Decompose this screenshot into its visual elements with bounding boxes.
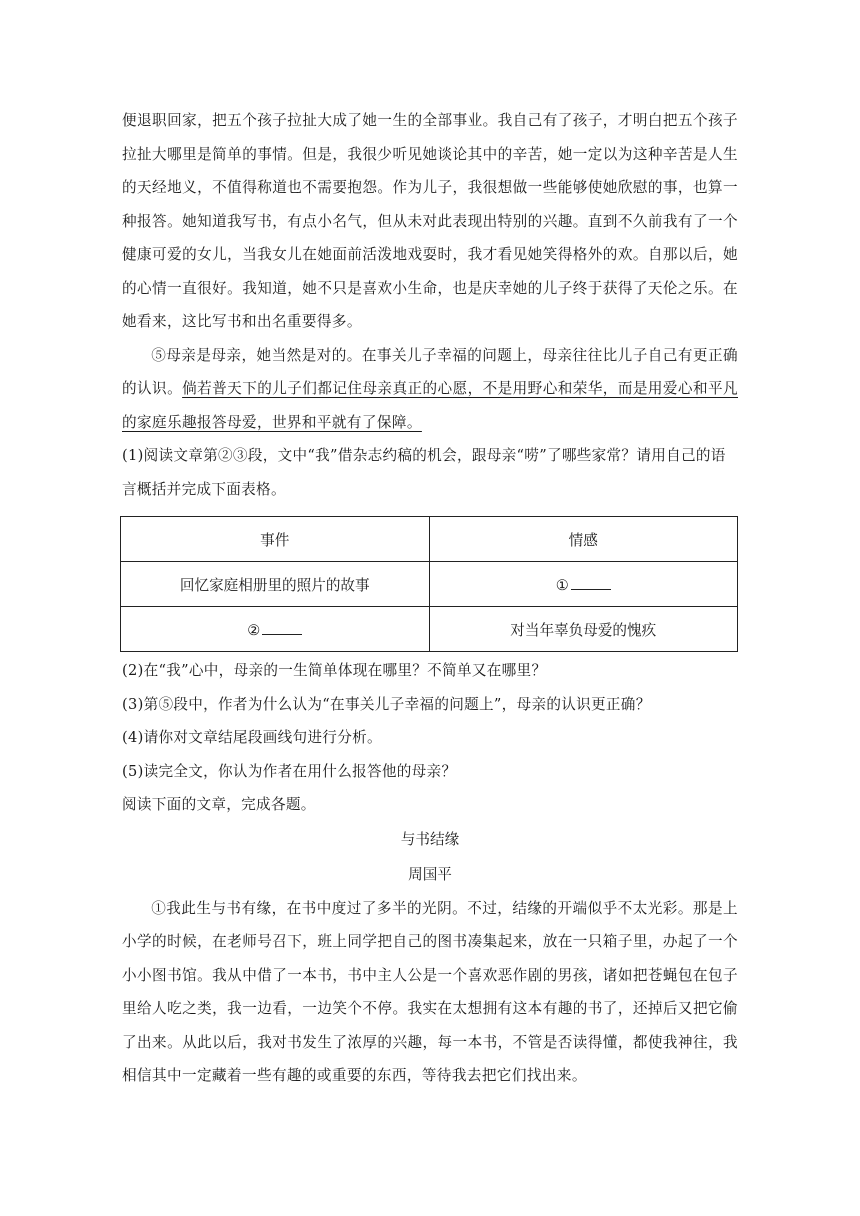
- reading-instruction: 阅读下面的文章，完成各题。: [122, 796, 316, 813]
- article-title: 与书结缘: [400, 830, 460, 848]
- table-cell-event: 回忆家庭相册里的照片的故事: [121, 562, 430, 607]
- table-header-row: [121, 517, 738, 562]
- paragraph-4-continued: 便退职回家，把五个孩子拉扯大成了她一生的全部事业。我自己有了孩子，才明白把五个孩子拉扯大哪里是简单的事情。但是，我很少听见她谈论其中的辛苦，她一定以为这种辛苦是人生的天经地义，不值得称道也不需要抱怨。作为儿子，我很想做一些能够使她欣慰的事，也算一种报答。她知道我写书，有点小名气，但从未对此表现出特别的兴趣。直到不久前我有了一个健康可爱的女儿，当我女儿在她面前活泼地戏耍时，我才看见她笑得格外的欢。自那以后，她的心情一直很好。我知道，她不只是喜欢小生命，也是庆幸她的儿子终于获得了天伦之乐。在她看来，这比写书和出名重要得多。: [122, 112, 738, 330]
- answer-table: [120, 516, 738, 652]
- answer-blank-line: [262, 620, 302, 635]
- table-header-event: 事件: [121, 517, 430, 562]
- question-3: (3)第⑤段中，作者为什么认为“在事关儿子幸福的问题上”，母亲的认识更正确？: [122, 695, 651, 713]
- article-paragraph-1: ①我此生与书有缘，在书中度过了多半的光阴。不过，结缘的开端似乎不太光彩。那是上小学的时候，在老师号召下，班上同学把自己的图书凑集起来，放在一只箱子里，办起了一个小小图书馆。我从中借了一本书，书中主人公是一个喜欢恶作剧的男孩，诸如把苍蝇包在包子里给人吃之类，我一边看，一边笑个不停。我实在太想拥有这本有趣的书了，还掉后又把它偷了出来。从此以后，我对书发生了浓厚的兴趣，每一本书，不管是否读得懂，都使我神往，我相信其中一定藏着一些有趣的或重要的东西，等待我去把它们找出来。: [122, 899, 738, 1084]
- table-header-emotion: 情感: [429, 517, 738, 562]
- table-cell-emotion: 对当年辜负母爱的愧疚: [429, 607, 738, 652]
- blank-marker: ②: [247, 621, 261, 639]
- document-page: [122, 104, 738, 1093]
- paragraph-5-underlined-sentence: 倘若普天下的儿子们都记住母亲真正的心愿，不是用野心和荣华，而是用爱心和平凡的家庭乐趣报答母爱，世界和平就有了保障。: [122, 380, 738, 431]
- paragraph-5-plain-text: ⑤母亲是母亲，她当然是对的。在事关儿子幸福的问题上，母亲往往比儿子自己有更正确的认识。: [122, 346, 738, 397]
- question-1: (1)阅读文章第②③段，文中“我”借杂志约稿的机会，跟母亲“唠”了哪些家常？请用自己的语言概括并完成下面表格。: [122, 447, 726, 498]
- paragraph-5: [122, 339, 738, 440]
- question-2: (2)在“我”心中，母亲的一生简单体现在哪里？不简单又在哪里？: [122, 662, 547, 679]
- answer-blank-line: [571, 575, 611, 590]
- question-5: (5)读完全文，你认为作者在用什么报答他的母亲？: [122, 762, 457, 780]
- table-row: [121, 607, 738, 652]
- question-4: (4)请你对文章结尾段画线句进行分析。: [122, 729, 382, 746]
- blank-marker: ①: [555, 576, 569, 594]
- table-cell-event-blank: [121, 607, 430, 652]
- table-row: [121, 562, 738, 607]
- article-author: 周国平: [408, 865, 452, 883]
- table-cell-emotion-blank: [429, 562, 738, 607]
